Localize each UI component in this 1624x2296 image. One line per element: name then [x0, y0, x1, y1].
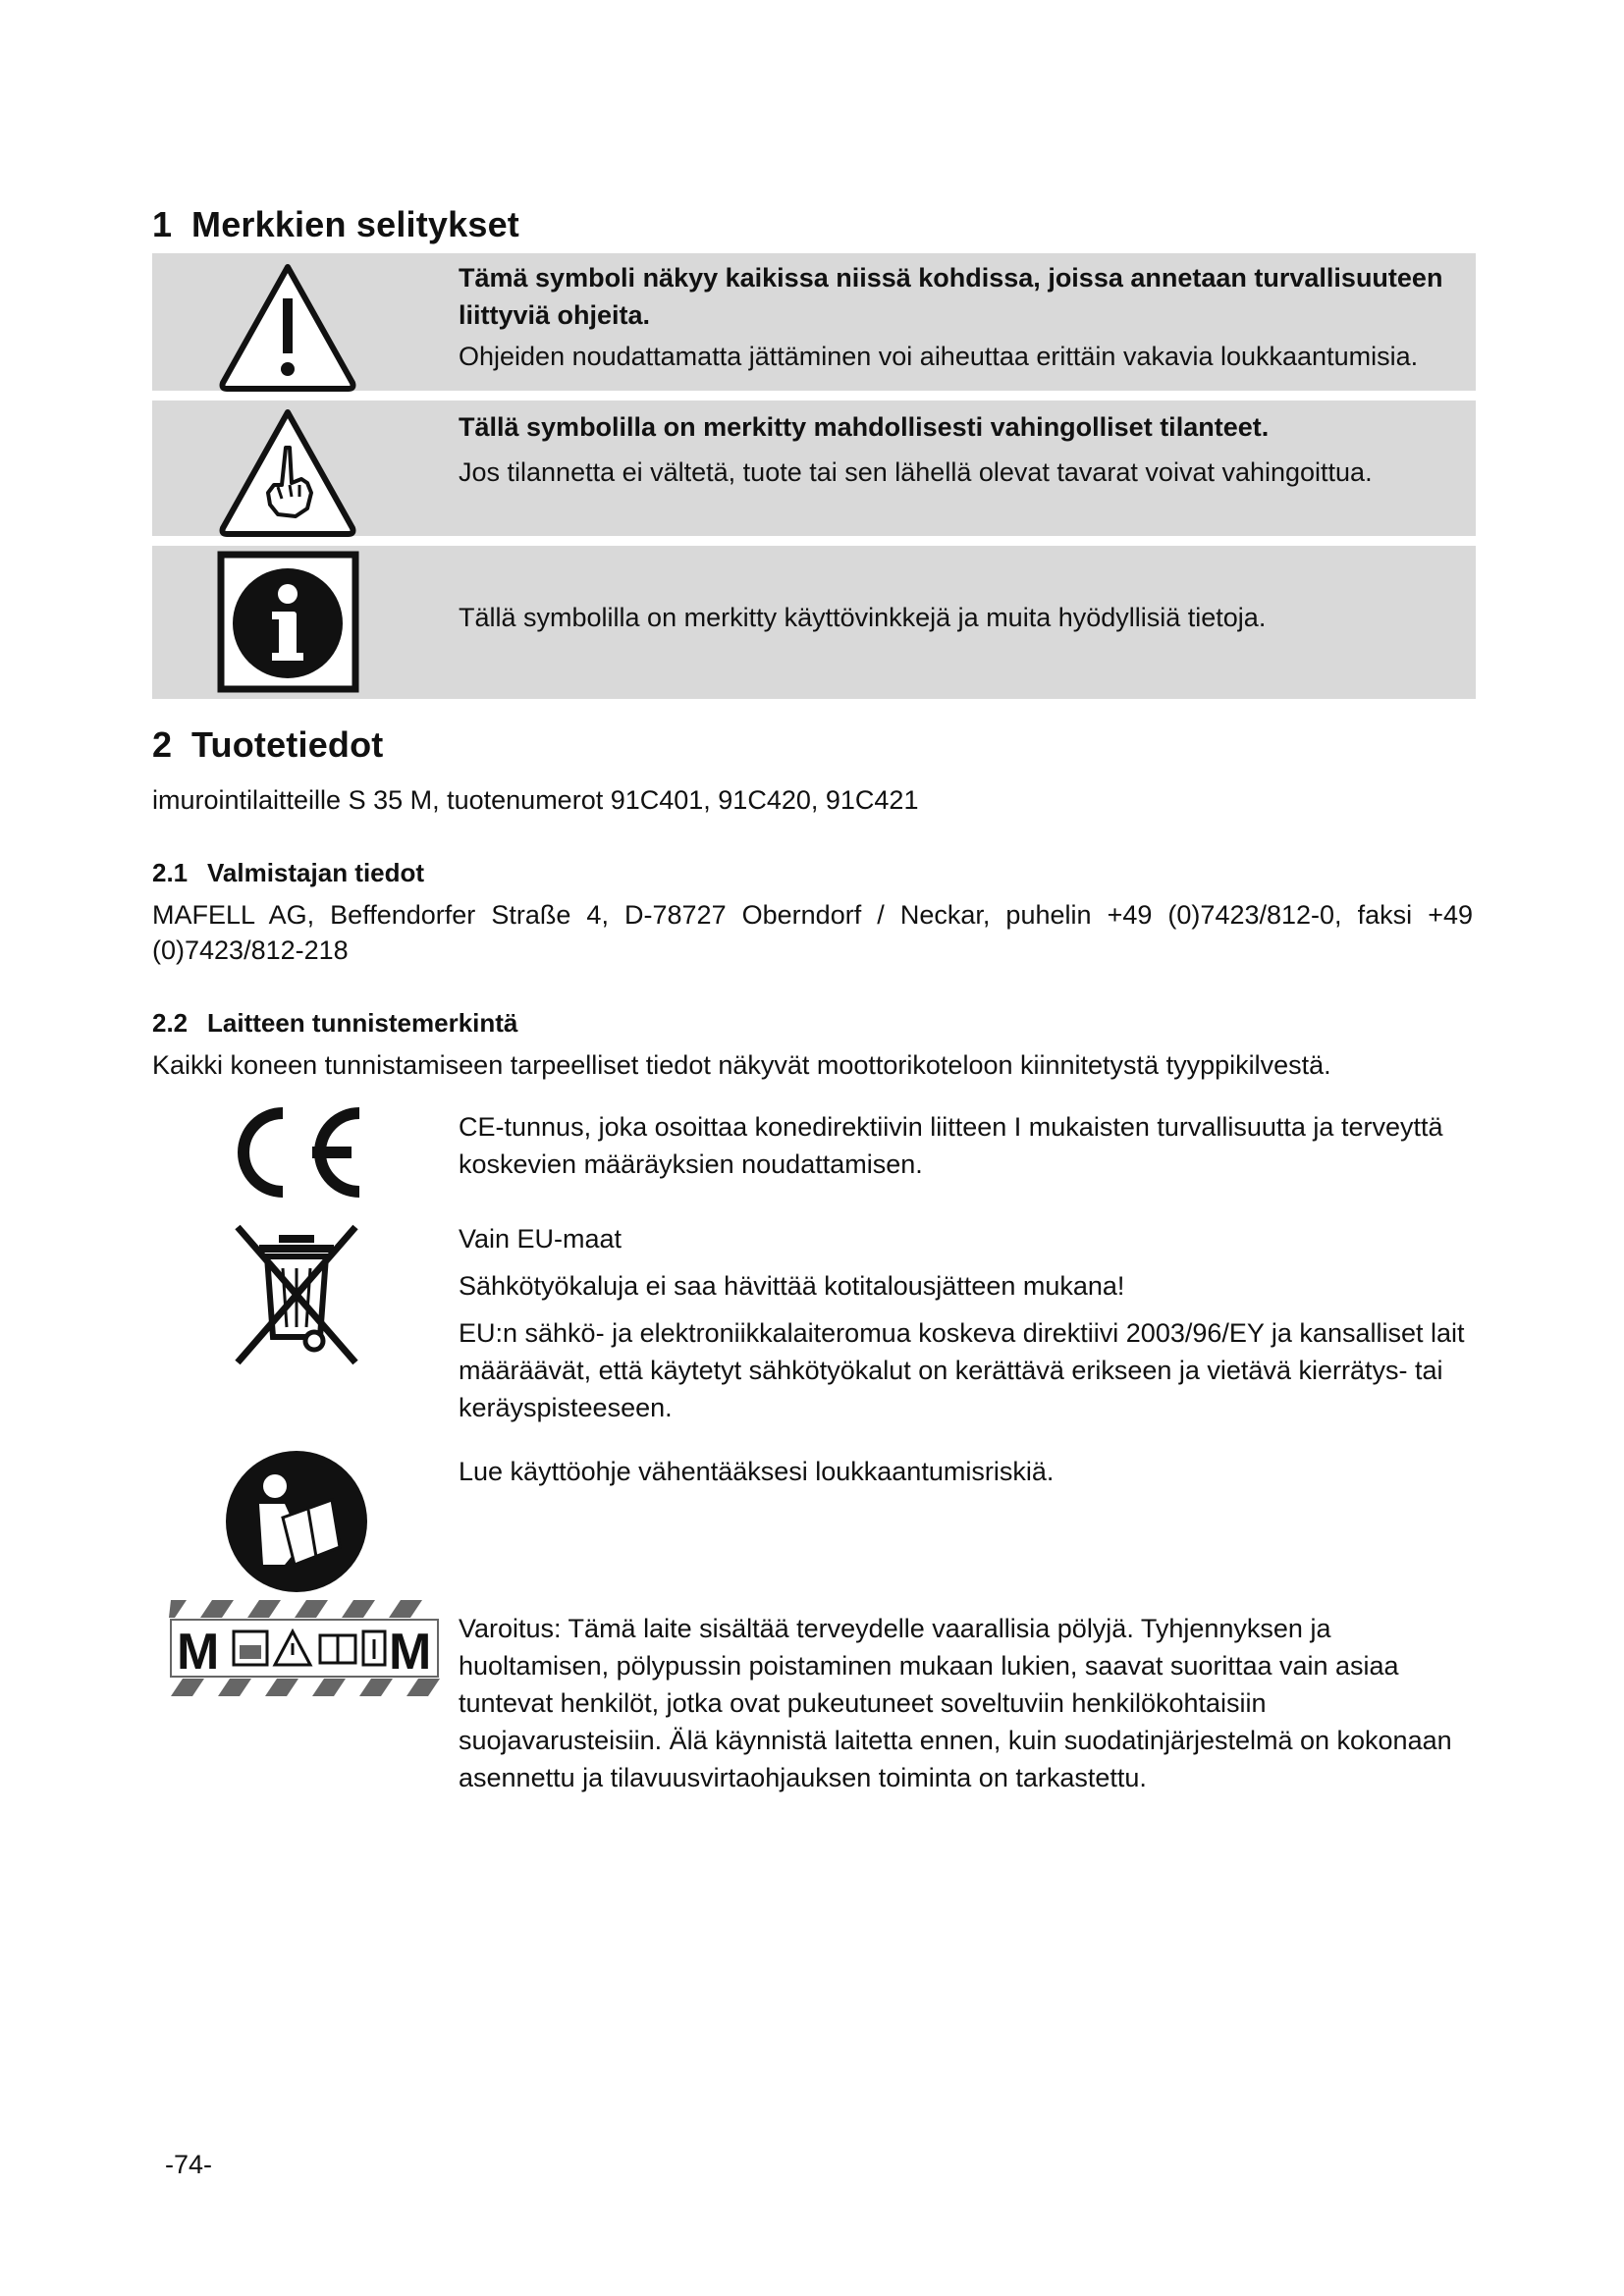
subsection-2-2-heading: [152, 1008, 517, 1039]
info-icon: [217, 551, 359, 693]
section-number: 2: [152, 724, 173, 765]
symbol-row-normal-text: Jos tilannetta ei vältetä, tuote tai sen lähellä olevat tavarat voivat vahingoittua.: [459, 457, 1373, 487]
symbol-row-caution: [152, 400, 1476, 536]
symbol-row-text: [459, 259, 1460, 375]
section-title: Tuotetiedot: [191, 724, 384, 765]
subsection-number: 2.1: [152, 858, 189, 887]
manual-text: Lue käyttöohje vähentääksesi loukkaantumisriskiä.: [459, 1457, 1055, 1486]
ce-mark-text: CE-tunnus, joka osoittaa konedirektiivin liitteen I mukaisten turvallisuutta ja terveyttä koskevien määräyksien noudattamisen.: [459, 1112, 1443, 1179]
product-intro: imurointilaitteille S 35 M, tuotenumerot 91C401, 91C420, 91C421: [152, 785, 919, 815]
symbol-row-text: Tällä symbolilla on merkitty käyttövinkkejä ja muita hyödyllisiä tietoja.: [459, 603, 1267, 632]
symbol-row-bold-text: Tällä symbolilla on merkitty mahdollisesti vahingolliset tilanteet.: [459, 412, 1270, 442]
symbol-row-warning: [152, 253, 1476, 391]
symbol-row-bold-text: Tämä symboli näkyy kaikissa niissä kohdissa, joissa annetaan turvallisuuteen liittyviä ohjeita.: [459, 263, 1443, 330]
identification-intro: Kaikki koneen tunnistamiseen tarpeelliset tiedot näkyvät moottorikoteloon kiinnitetystä tyyppikilvestä.: [152, 1050, 1331, 1080]
subsection-title: Valmistajan tiedot: [207, 858, 425, 887]
weee-directive: EU:n sähkö- ja elektroniikkalaiteromua koskeva direktiivi 2003/96/EY ja kansalliset lait määräävät, että käytetyt sähkötyökalut on kerättävä erikseen ja vietävä kierrätys- tai keräyspisteeseen.: [459, 1318, 1465, 1422]
dust-label-letter-left: M: [177, 1624, 220, 1681]
weee-disposal-warning: Sähkötyökaluja ei saa hävittää kotitalousjätteen mukana!: [459, 1271, 1125, 1301]
section-number: 1: [152, 204, 173, 244]
symbol-row-text: [459, 408, 1460, 491]
page-number: -74-: [165, 2150, 213, 2179]
crossed-bin-icon: [232, 1221, 361, 1368]
subsection-number: 2.2: [152, 1008, 189, 1038]
subsection-2-1-heading: [152, 858, 424, 888]
subsection-title: Laitteen tunnistemerkintä: [207, 1008, 518, 1038]
section-2-heading: [152, 724, 384, 766]
weee-text: [459, 1220, 1476, 1426]
read-manual-icon: [224, 1449, 369, 1594]
section-title: Merkkien selitykset: [191, 204, 519, 244]
symbol-row-info: [152, 546, 1476, 699]
manufacturer-info: MAFELL AG, Beffendorfer Straße 4, D-78727 Oberndorf / Neckar, puhelin +49 (0)7423/812-0, faksi +49 (0)7423/812-218: [152, 900, 1473, 965]
section-1-heading: [152, 204, 519, 245]
ce-mark-icon: [222, 1099, 369, 1205]
dust-class-m-label-icon: [169, 1596, 442, 1702]
warning-triangle-icon: [217, 257, 359, 395]
dust-warning-text: Varoitus: Tämä laite sisältää terveydelle vaarallisia pölyjä. Tyhjennyksen ja huoltamisen, pölypussin poistaminen mukaan lukien, saavat suorittaa vain asiaa tuntevat henkilöt, jotka ovat pukeutuneet soveltuviin henkilökohtaisiin suojavarusteisiin. Älä käynnistä laitetta ennen, kuin suodatinjärjestelmä on kokonaan asennettu ja tilavuusvirtaohjauksen toiminta on tarkastettu.: [459, 1614, 1452, 1792]
weee-eu-only: Vain EU-maat: [459, 1224, 623, 1254]
hand-warning-icon: [217, 404, 359, 542]
symbol-row-normal-text: Ohjeiden noudattamatta jättäminen voi aiheuttaa erittäin vakavia loukkaantumisia.: [459, 342, 1419, 371]
dust-label-letter-right: M: [389, 1624, 432, 1681]
